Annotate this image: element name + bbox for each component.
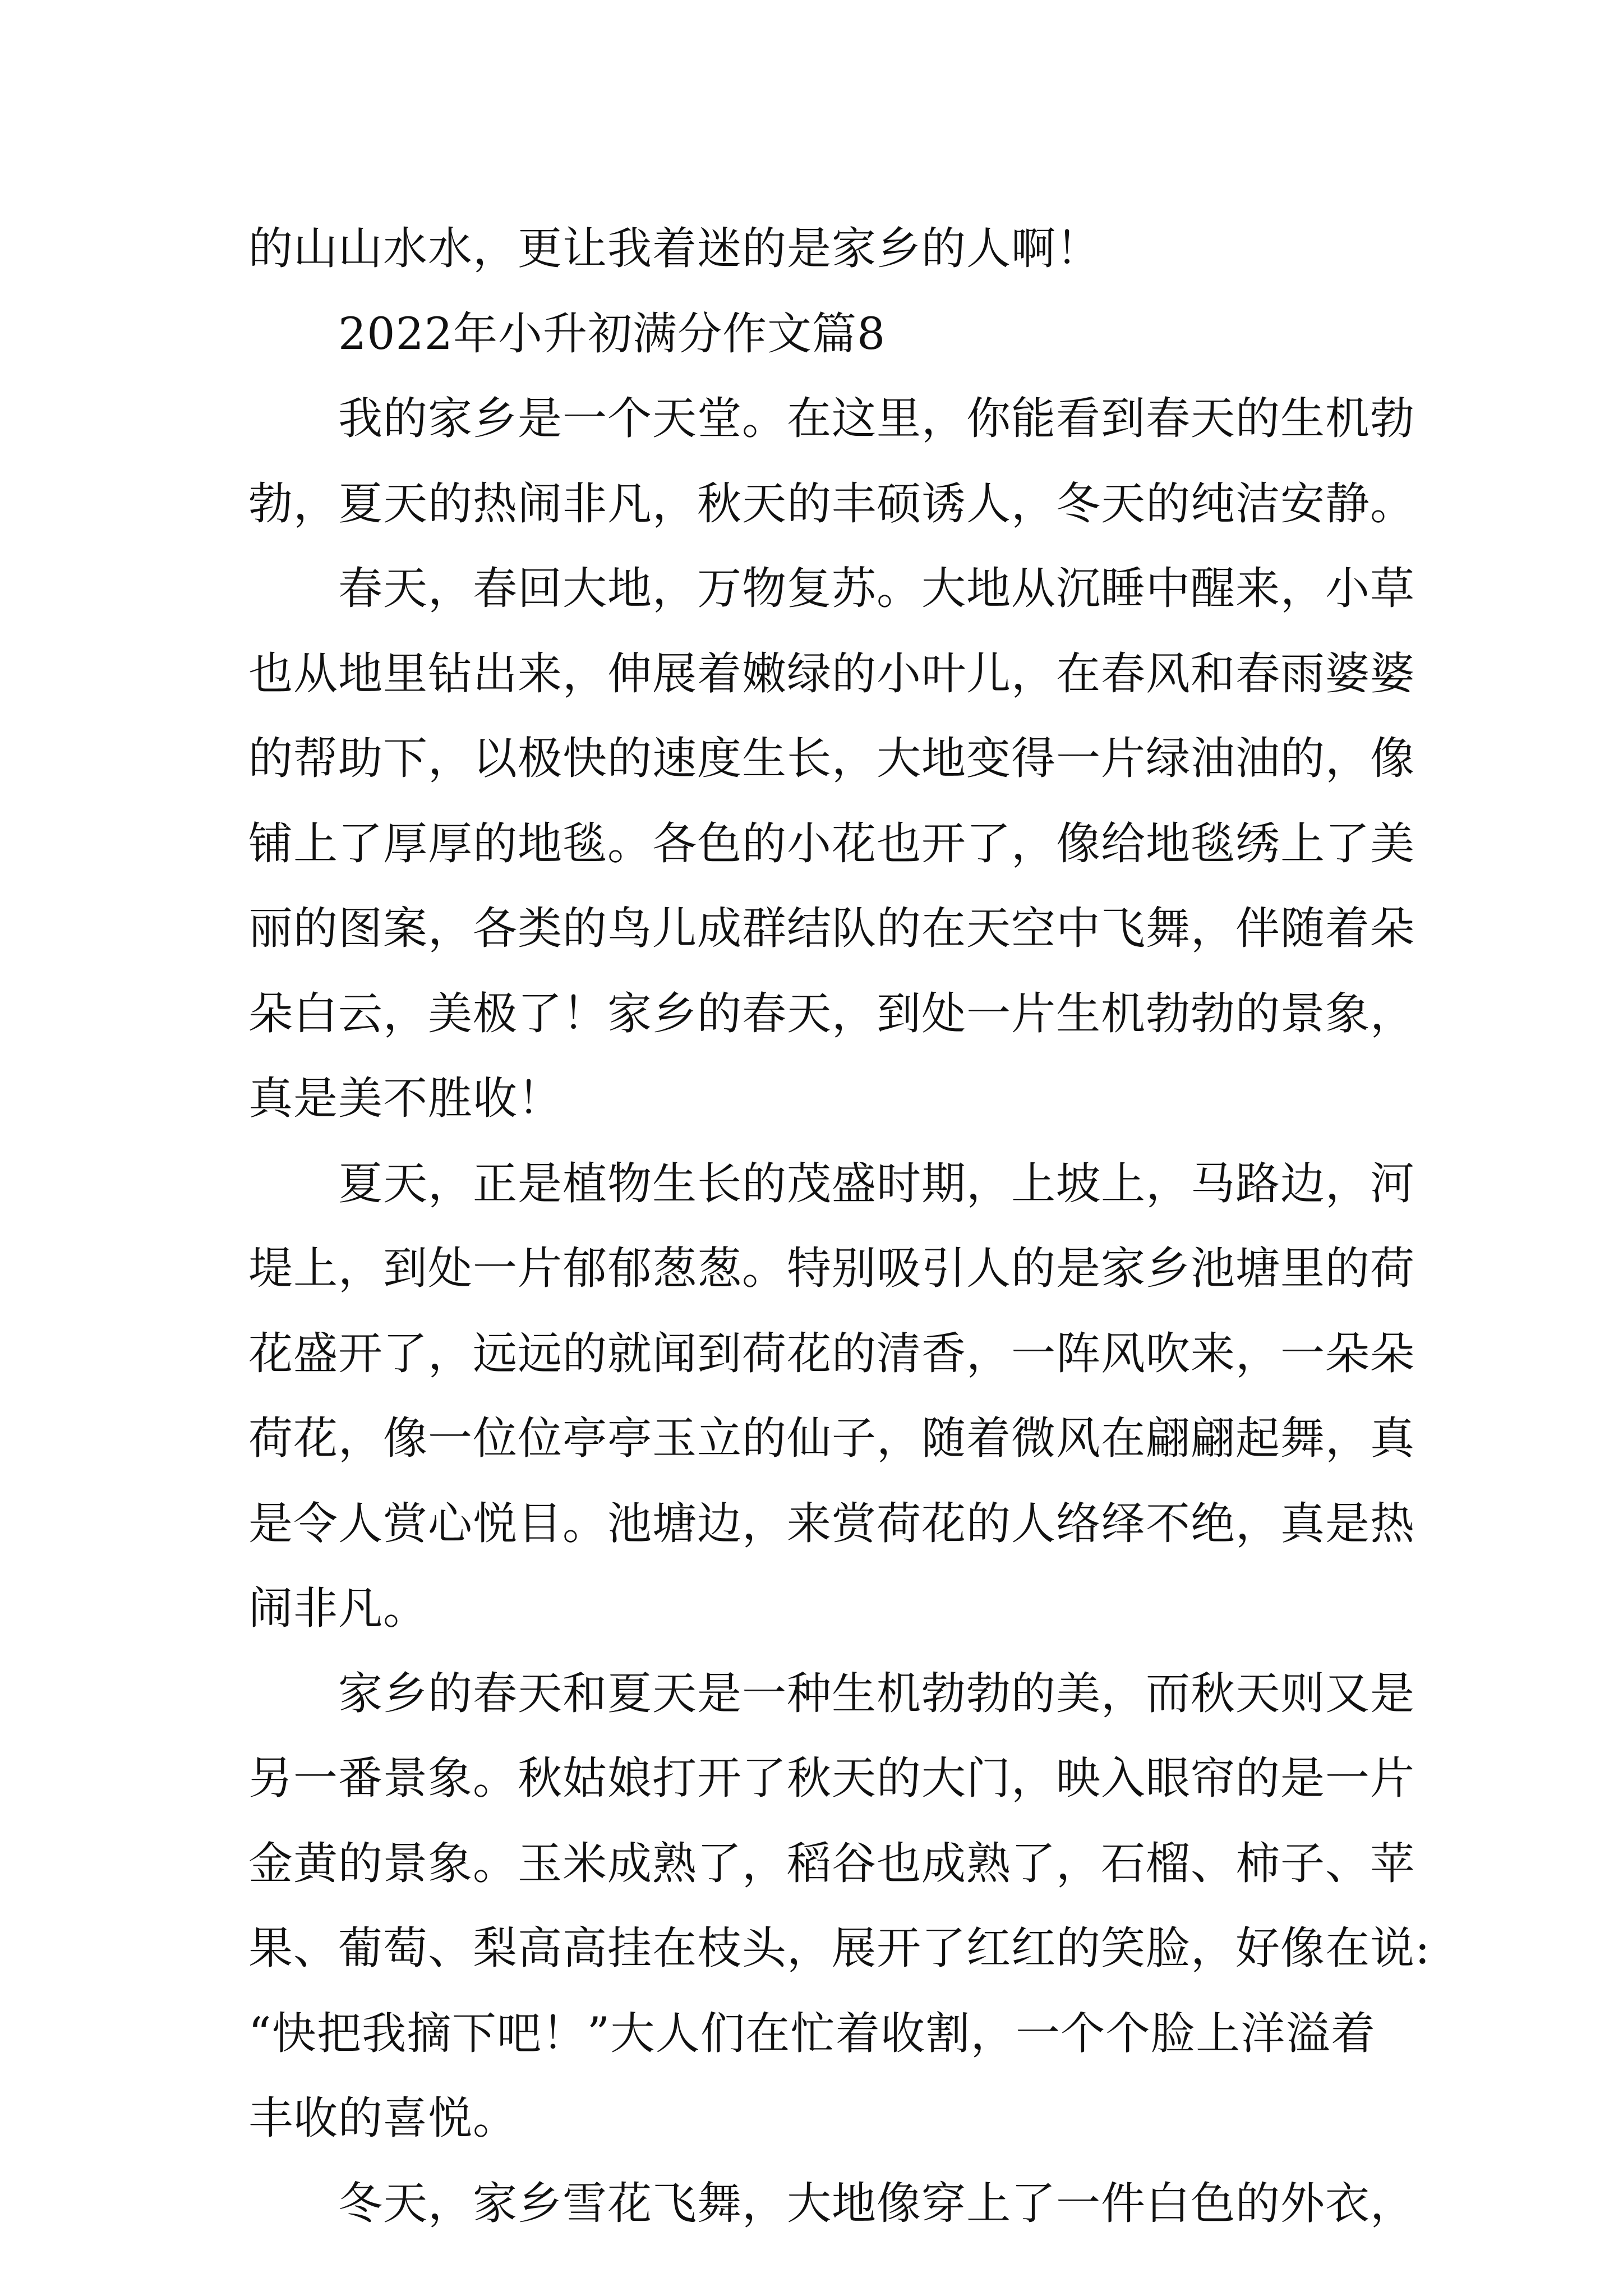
text-line: 勃，夏天的热闹非凡，秋天的丰硕诱人，冬天的纯洁安静。 (248, 477, 1415, 530)
text-line: 花盛开了，远远的就闻到荷花的清香，一阵风吹来，一朵朵 (248, 1327, 1415, 1379)
text-line: 的帮助下，以极快的速度生长，大地变得一片绿油油的，像 (248, 733, 1415, 784)
text-line: 荷花，像一位位亭亭玉立的仙子，随着微风在翩翩起舞，真 (248, 1412, 1415, 1464)
text-line: 夏天，正是植物生长的茂盛时期，上坡上，马路边，河 (338, 1157, 1415, 1209)
text-line: 朵白云，美极了！家乡的春天，到处一片生机勃勃的景象， (248, 987, 1415, 1039)
section-heading: 2022年小升初满分作文篇8 (338, 307, 886, 360)
text-line: 闹非凡。 (248, 1582, 428, 1634)
text-line: 铺上了厚厚的地毯。各色的小花也开了，像给地毯绣上了美 (248, 817, 1415, 869)
text-line: 丽的图案，各类的鸟儿成群结队的在天空中飞舞，伴随着朵 (248, 903, 1415, 954)
text-line: 堤上，到处一片郁郁葱葱。特别吸引人的是家乡池塘里的荷 (248, 1243, 1415, 1294)
text-line: 冬天，家乡雪花飞舞，大地像穿上了一件白色的外衣， (338, 2177, 1415, 2229)
text-line: 丰收的喜悦。 (248, 2092, 518, 2144)
text-line: 我的家乡是一个天堂。在这里，你能看到春天的生机勃 (338, 393, 1415, 444)
text-line: 的山山水水，更让我着迷的是家乡的人啊！ (248, 223, 1101, 274)
text-line: 另一番景象。秋姑娘打开了秋天的大门，映入眼帘的是一片 (248, 1752, 1415, 1804)
text-line: 真是美不胜收！ (248, 1073, 562, 1124)
text-line: 是令人赏心悦目。池塘边，来赏荷花的人络绎不绝，真是热 (248, 1497, 1415, 1549)
text-line: 春天，春回大地，万物复苏。大地从沉睡中醒来，小草 (338, 563, 1415, 614)
body-text (248, 206, 1431, 2246)
text-line: 也从地里钻出来，伸展着嫩绿的小叶儿，在春风和春雨婆婆 (248, 647, 1415, 700)
text-line: 金黄的景象。玉米成熟了，稻谷也成熟了，石榴、柿子、苹 (248, 1837, 1415, 1889)
text-line: “快把我摘下吧！”大人们在忙着收割，一个个脸上洋溢着 (248, 2007, 1376, 2059)
text-line: 家乡的春天和夏天是一种生机勃勃的美，而秋天则又是 (338, 1667, 1415, 1719)
text-line: 果、葡萄、梨高高挂在枝头，展开了红红的笑脸，好像在说: (248, 1922, 1431, 1974)
